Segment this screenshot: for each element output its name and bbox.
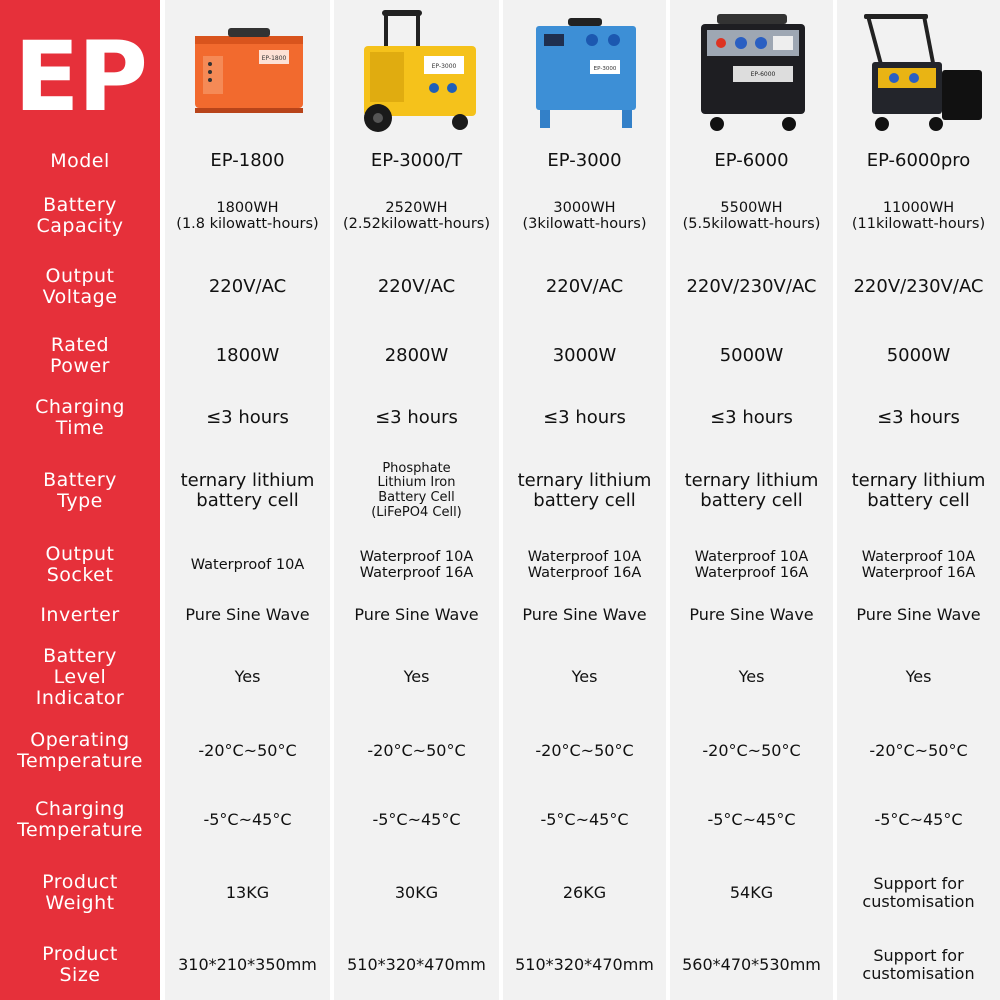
row-label: Model xyxy=(50,149,110,172)
spec-cell-battery-type: ternary lithium battery cell xyxy=(851,469,986,511)
spec-cell-charging-temp: -5°C~45°C xyxy=(874,810,963,830)
spec-cell-inverter: Pure Sine Wave xyxy=(354,605,479,625)
spec-cell-inverter: Pure Sine Wave xyxy=(689,605,814,625)
product-image xyxy=(510,8,660,138)
row-label: Battery Type xyxy=(43,469,117,512)
spec-cell-capacity: 5500WH (5.5kilowatt-hours) xyxy=(682,199,821,232)
product-image xyxy=(173,8,323,138)
spec-cell-voltage: 220V/AC xyxy=(377,275,456,297)
spec-cell-size: 310*210*350mm xyxy=(178,955,317,975)
spec-cell-weight: 13KG xyxy=(225,883,270,903)
row-label: Operating Temperature xyxy=(17,729,143,772)
spec-cell-voltage: 220V/AC xyxy=(208,275,287,297)
product-image xyxy=(844,8,994,138)
spec-cell-indicator: Yes xyxy=(905,667,932,687)
row-label: Battery Level Indicator xyxy=(35,644,125,709)
spec-cell-power: 5000W xyxy=(886,344,951,366)
spec-cell-indicator: Yes xyxy=(234,667,261,687)
spec-cell-socket: Waterproof 10A Waterproof 16A xyxy=(527,548,642,581)
spec-cell-capacity: 3000WH (3kilowatt-hours) xyxy=(522,199,647,232)
spec-cell-battery-type: ternary lithium battery cell xyxy=(684,469,819,511)
row-label: Output Voltage xyxy=(42,265,118,308)
svg-text:EP-3000: EP-3000 xyxy=(431,63,456,70)
spec-cell-weight: Support for customisation xyxy=(862,874,975,911)
spec-cell-power: 5000W xyxy=(719,344,784,366)
spec-cell-socket: Waterproof 10A Waterproof 16A xyxy=(694,548,809,581)
svg-text:EP-1800: EP-1800 xyxy=(261,55,286,62)
spec-cell-voltage: 220V/230V/AC xyxy=(853,275,984,297)
spec-cell-charging-time: ≤3 hours xyxy=(375,406,458,428)
spec-cell-indicator: Yes xyxy=(571,667,598,687)
spec-cell-inverter: Pure Sine Wave xyxy=(522,605,647,625)
row-label: Battery Capacity xyxy=(36,194,124,237)
spec-cell-power: 1800W xyxy=(215,344,280,366)
spec-cell-operating-temp: -20°C~50°C xyxy=(198,741,297,761)
spec-cell-operating-temp: -20°C~50°C xyxy=(869,741,968,761)
spec-cell-battery-type: ternary lithium battery cell xyxy=(517,469,652,511)
spec-cell-inverter: Pure Sine Wave xyxy=(856,605,981,625)
spec-cell-socket: Waterproof 10A Waterproof 16A xyxy=(359,548,474,581)
spec-cell-size: Support for customisation xyxy=(862,946,975,983)
spec-cell-model: EP-6000pro xyxy=(866,149,971,171)
spec-cell-size: 510*320*470mm xyxy=(347,955,486,975)
spec-cell-weight: 30KG xyxy=(394,883,439,903)
svg-text:EP-6000: EP-6000 xyxy=(750,71,775,78)
spec-cell-capacity: 2520WH (2.52kilowatt-hours) xyxy=(342,199,491,232)
spec-cell-charging-temp: -5°C~45°C xyxy=(372,810,461,830)
spec-cell-operating-temp: -20°C~50°C xyxy=(367,741,466,761)
spec-cell-size: 560*470*530mm xyxy=(682,955,821,975)
spec-cell-socket: Waterproof 10A xyxy=(190,556,305,573)
row-label: Output Socket xyxy=(45,543,115,586)
spec-cell-operating-temp: -20°C~50°C xyxy=(702,741,801,761)
row-label: Product Weight xyxy=(42,871,118,914)
spec-cell-battery-type: Phosphate Lithium Iron Battery Cell (LiFePO4 Cell) xyxy=(371,460,462,520)
spec-cell-model: EP-3000/T xyxy=(370,149,463,171)
row-label: Charging Time xyxy=(35,396,125,439)
spec-cell-model: EP-6000 xyxy=(714,149,789,171)
spec-cell-charging-time: ≤3 hours xyxy=(877,406,960,428)
spec-cell-model: EP-1800 xyxy=(210,149,285,171)
spec-cell-battery-type: ternary lithium battery cell xyxy=(180,469,315,511)
spec-cell-capacity: 1800WH (1.8 kilowatt-hours) xyxy=(176,199,319,232)
spec-cell-indicator: Yes xyxy=(738,667,765,687)
spec-cell-power: 3000W xyxy=(552,344,617,366)
spec-cell-power: 2800W xyxy=(384,344,449,366)
product-image xyxy=(677,8,827,138)
spec-cell-indicator: Yes xyxy=(403,667,430,687)
spec-cell-voltage: 220V/AC xyxy=(545,275,624,297)
spec-cell-charging-time: ≤3 hours xyxy=(206,406,289,428)
spec-cell-voltage: 220V/230V/AC xyxy=(686,275,817,297)
spec-cell-size: 510*320*470mm xyxy=(515,955,654,975)
spec-cell-charging-temp: -5°C~45°C xyxy=(203,810,292,830)
brand-logo: EP xyxy=(14,21,146,133)
svg-text:EP-3000: EP-3000 xyxy=(593,66,616,72)
row-label: Rated Power xyxy=(50,334,110,377)
row-label: Inverter xyxy=(40,603,120,626)
spec-cell-socket: Waterproof 10A Waterproof 16A xyxy=(861,548,976,581)
spec-cell-weight: 26KG xyxy=(562,883,607,903)
spec-cell-operating-temp: -20°C~50°C xyxy=(535,741,634,761)
spec-cell-charging-temp: -5°C~45°C xyxy=(540,810,629,830)
spec-cell-charging-time: ≤3 hours xyxy=(543,406,626,428)
spec-cell-charging-time: ≤3 hours xyxy=(710,406,793,428)
spec-cell-capacity: 11000WH (11kilowatt-hours) xyxy=(851,199,986,232)
spec-cell-weight: 54KG xyxy=(729,883,774,903)
row-label: Charging Temperature xyxy=(17,798,143,841)
spec-cell-model: EP-3000 xyxy=(547,149,622,171)
row-label: Product Size xyxy=(42,943,118,986)
spec-cell-charging-temp: -5°C~45°C xyxy=(707,810,796,830)
product-image xyxy=(342,8,492,138)
spec-cell-inverter: Pure Sine Wave xyxy=(185,605,310,625)
